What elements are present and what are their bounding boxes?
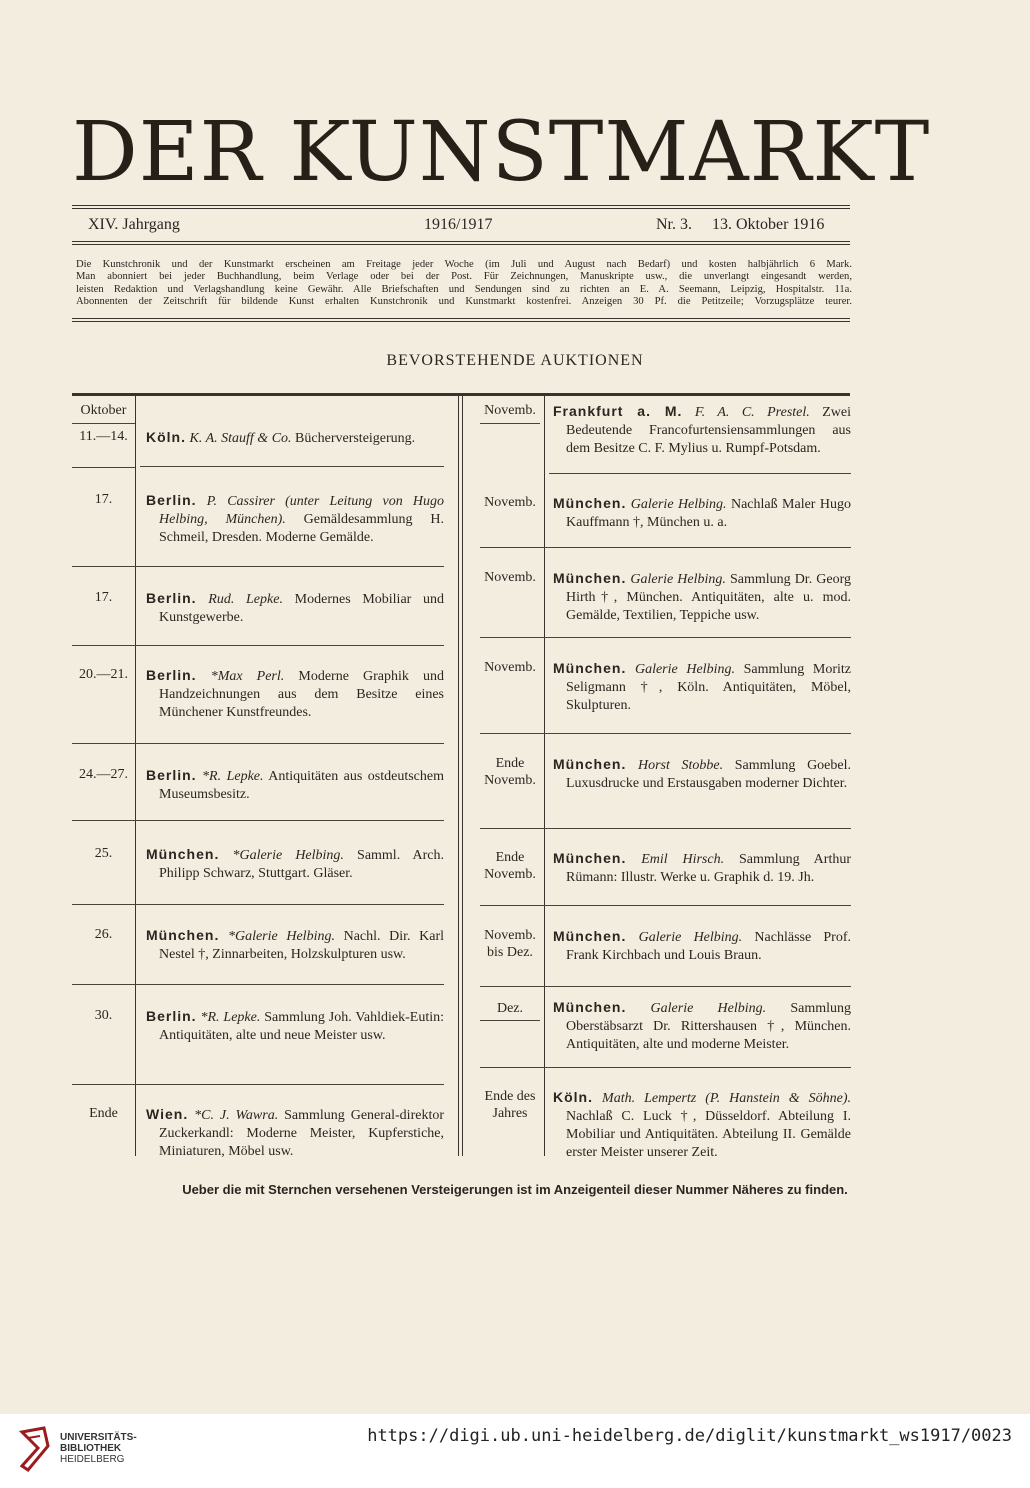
auction-entry [146, 766, 444, 804]
auction-entry [146, 428, 444, 448]
entry-text: Modernes Mobiliar und Kunstgewerbe. [159, 592, 445, 625]
entry-house: *Max Perl. [210, 669, 285, 684]
entry-text: Zwei Bedeutende Francofurtensiensammlungen aus dem Besitze C. F. Mylius u. Rumpf-Potsdam. [566, 405, 851, 456]
entry-text: Sammlung General-direktor Zuckerkandl: Moderne Meister, Kupferstiche, Miniaturen, Möbel usw. [159, 1108, 444, 1159]
date-underline [480, 1020, 540, 1021]
entry-house: Galerie Helbing. [634, 662, 735, 677]
row-rule [480, 1067, 851, 1068]
years-label: 1916/1917 [424, 216, 493, 233]
entry-city: München. [553, 570, 627, 586]
row-rule [480, 637, 851, 638]
row-rule [72, 566, 444, 567]
auction-entry [553, 1088, 851, 1162]
entry-city: München. [553, 928, 627, 944]
auction-entry [146, 666, 444, 722]
entry-city: Berlin. [146, 492, 197, 508]
entry-text: Nachlaß C. Luck †, Düsseldorf. Abteilung I. Mobiliar und Antiquitäten. Abteilung II. Gemälde erster Meister unserer Zeit. [566, 1109, 851, 1160]
row-rule [72, 1084, 444, 1085]
notice-line: Die Kunstchronik und der Kunstmarkt erscheinen am Freitage jeder Woche (im Juli und August nach Bedarf) und kosten halbjährlich 6 Mark. [76, 259, 852, 270]
entry-house: F. A. C. Prestel. [694, 405, 810, 420]
masthead-rule [72, 205, 850, 209]
entry-text: Nachl. Dir. Karl Nestel †, Zinnarbeiten, Holzskulpturen usw. [159, 929, 445, 962]
entry-date: 17. [94, 492, 113, 507]
entry-text: Sammlung Moritz Seligmann †, Köln. Antiquitäten, Möbel, Skulpturen. [566, 662, 851, 713]
entry-text: Gemäldesammlung H. Schmeil, Dresden. Moderne Gemälde. [159, 512, 444, 545]
auction-entry [553, 659, 851, 715]
entry-date: Novemb. bis Dez. [484, 928, 536, 960]
entry-date: Novemb. [484, 403, 536, 418]
entry-city: Wien. [146, 1106, 189, 1122]
entry-text: Sammlung Joh. Vahldiek-Eutin: Antiquitäten, alte und neue Meister usw. [159, 1010, 445, 1043]
entry-city: Köln. [553, 1089, 593, 1105]
auction-entry [553, 494, 851, 532]
entry-city: München. [146, 927, 220, 943]
row-rule [480, 986, 851, 987]
entry-house: *R. Lepke. [200, 1010, 261, 1025]
row-rule [72, 984, 444, 985]
auction-entry [553, 927, 851, 965]
entry-house: Galerie Helbing. [630, 497, 727, 512]
entry-house: Galerie Helbing. [630, 572, 726, 587]
notice-line: leisten Redaktion und Verlagshandlung keine Gewähr. Alle Briefschaften und Sendungen sind zu richten an E. A. Seemann, Leipzig, Hospitalstr. 11a. [76, 283, 852, 295]
entry-date: Novemb. [484, 495, 536, 510]
row-rule [480, 828, 851, 829]
row-rule [72, 904, 444, 905]
entry-house: Emil Hirsch. [641, 852, 725, 867]
entry-date: 26. [94, 927, 113, 942]
entry-text: Nachlaß Maler Hugo Kauffmann †, München u. a. [566, 497, 852, 530]
entry-text: Moderne Graphik und Handzeichnungen aus dem Besitze eines Münchener Kunstfreundes. [159, 669, 445, 720]
notice-rule [72, 318, 850, 322]
entry-house: Horst Stobbe. [637, 758, 724, 773]
notice-line: Man abonniert bei jeder Buchhandlung, beim Verlage oder bei der Post. Für Zeichnungen, Manuskripte usw., die unverlangt eingesandt werden, [76, 271, 852, 283]
table-top-rule [72, 393, 850, 396]
entry-text: Antiquitäten aus ostdeutschem Museumsbesitz. [159, 769, 444, 802]
entry-house: P. Cassirer (unter Leitung von Hugo Helbing, München). [159, 494, 445, 527]
entry-house: *C. J. Wawra. [194, 1108, 279, 1123]
row-rule [72, 820, 444, 821]
entry-date: Novemb. [484, 660, 536, 675]
entry-city: München. [146, 846, 220, 862]
row-rule [480, 905, 851, 906]
entry-date: 20.—21. [79, 667, 128, 682]
entry-date: Novemb. [484, 570, 536, 585]
source-url-link[interactable]: https://digi.ub.uni-heidelberg.de/diglit/kunstmarkt_ws1917/0023 [367, 1426, 1012, 1446]
row-rule [72, 645, 444, 646]
entry-text: Nachlässe Prof. Frank Kirchbach und Louis Braun. [566, 930, 852, 963]
entry-text: Samml. Arch. Philipp Schwarz, Stuttgart. Gläser. [159, 848, 445, 881]
issue-date: 13. Oktober 1916 [712, 216, 825, 233]
entry-house: K. A. Stauff & Co. [189, 431, 292, 446]
library-logo-icon[interactable] [18, 1426, 54, 1477]
entry-date: Dez. [496, 1001, 524, 1016]
entry-house: *R. Lepke. [202, 769, 264, 784]
left-date-divider [135, 396, 136, 1156]
footnote: Ueber die mit Sternchen versehenen Versteigerungen ist im Anzeigenteil dieser Nummer Näheres zu finden. [182, 1182, 848, 1197]
row-rule [72, 467, 135, 468]
entry-house: Rud. Lepke. [208, 592, 283, 607]
auction-entry [146, 845, 444, 883]
month-header-rule [72, 423, 135, 424]
auction-entry [553, 849, 851, 887]
auction-entry [146, 589, 444, 627]
entry-city: Berlin. [146, 767, 197, 783]
auction-entry [553, 569, 851, 625]
entry-text: Sammlung Arthur Rümann: Illustr. Werke u. Graphik d. 19. Jh. [566, 852, 851, 885]
center-divider-b [462, 396, 463, 1156]
entry-date: 17. [94, 590, 113, 605]
auction-entry [146, 1105, 444, 1161]
entry-text: Sammlung Goebel. Luxusdrucke und Erstausgaben moderner Dichter. [566, 758, 851, 791]
date-underline [480, 423, 540, 424]
entry-house: *Galerie Helbing. [227, 929, 335, 944]
entry-city: Berlin. [146, 667, 197, 683]
entry-date: 11.—14. [79, 429, 128, 444]
entry-city: Berlin. [146, 590, 197, 606]
entry-city: München. [553, 756, 627, 772]
entry-city: Frankfurt a. M. [553, 403, 683, 419]
entry-city: Berlin. [146, 1008, 197, 1024]
entry-date: Ende Novemb. [484, 850, 536, 882]
entry-city: München. [553, 660, 627, 676]
entry-text: Sammlung Dr. Georg Hirth†, München. Antiquitäten, alte u. mod. Gemälde, Textilien, Teppiche usw. [566, 572, 852, 623]
auction-entry [553, 402, 851, 458]
entry-date: 30. [94, 1008, 113, 1023]
auction-entry [553, 998, 851, 1054]
auction-entry [146, 926, 444, 964]
entry-house: Math. Lempertz (P. Hanstein & Söhne). [602, 1091, 852, 1106]
auction-entry [146, 1007, 444, 1045]
entry-date: Ende des Jahres [484, 1089, 536, 1121]
entry-house: Galerie Helbing. [650, 1001, 767, 1016]
entry-city: München. [553, 850, 627, 866]
entry-city: München. [553, 495, 627, 511]
entry-house: Galerie Helbing. [638, 930, 743, 945]
entry-city: Köln. [146, 429, 186, 445]
notice-line: Abonnenten der Zeitschrift für bildende Kunst erhalten Kunstchronik und Kunstmarkt kostenfrei. Anzeigen 30 Pf. die Petitzeile; Vorzugsplätze teurer. [76, 296, 852, 308]
entry-date: 24.—27. [79, 767, 128, 782]
entry-house: *Galerie Helbing. [232, 848, 344, 863]
entry-text: Sammlung Oberstäbsarzt Dr. Rittershausen †, München. Antiquitäten, alte und moderne Meister. [566, 1001, 851, 1052]
entry-text: Bücherversteigerung. [295, 431, 416, 446]
right-date-divider [544, 396, 545, 1156]
masthead-title: DER KUNSTMARKT [72, 105, 931, 200]
row-rule [72, 743, 444, 744]
library-line: HEIDELBERG [60, 1454, 125, 1465]
month-header: Oktober [80, 403, 127, 418]
auction-entry [553, 755, 851, 793]
entry-date: Ende [89, 1106, 118, 1121]
section-title: BEVORSTEHENDE AUKTIONEN [386, 352, 644, 369]
library-name [60, 1432, 137, 1465]
library-line: UNIVERSITÄTS- [60, 1432, 137, 1443]
center-divider-a [458, 396, 459, 1156]
row-rule [480, 733, 851, 734]
entry-date: Ende Novemb. [484, 756, 536, 788]
subscription-notice [76, 259, 852, 309]
library-line: BIBLIOTHEK [60, 1443, 122, 1454]
entry-date: 25. [94, 846, 113, 861]
auction-entry [146, 491, 444, 547]
row-rule [140, 466, 444, 467]
volume-label: XIV. Jahrgang [88, 216, 180, 233]
row-rule [480, 547, 851, 548]
meta-rule [72, 241, 850, 245]
issue-number: Nr. 3. [656, 216, 692, 233]
entry-city: München. [553, 999, 627, 1015]
row-rule [549, 473, 851, 474]
